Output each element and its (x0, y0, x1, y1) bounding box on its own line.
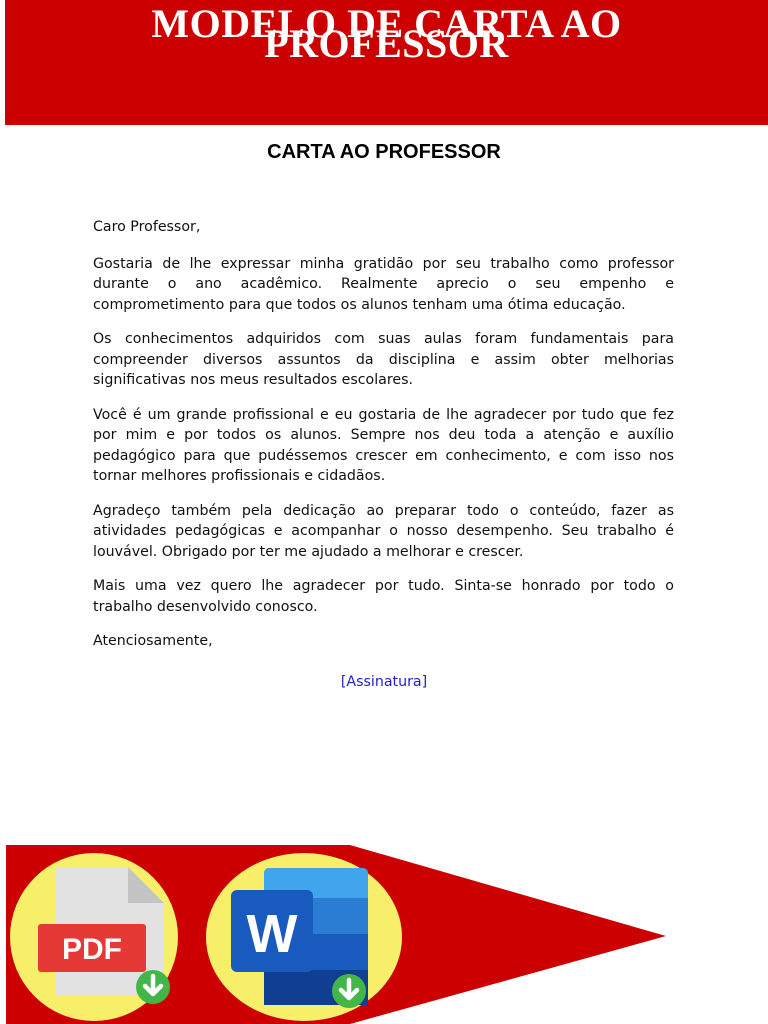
letter-paragraph: Os conhecimentos adquiridos com suas aulas foram fundamentais para compreender diversos assuntos da disciplina e assim obter melhorias significativas nos meus resultados escolares. (93, 331, 674, 388)
banner-title: MODELO DE CARTA AO PROFESSOR (151, 1, 622, 66)
letter-paragraph: Gostaria de lhe expressar minha gratidão por seu trabalho como professor durante o ano acadêmico. Realmente aprecio o seu empenho e comprometimento para que todos os alunos tenham uma ótima educação. (93, 255, 674, 313)
signature-placeholder: [Assinatura] (340, 674, 428, 690)
header-banner (5, 0, 768, 125)
download-arrow-icon (136, 970, 170, 1004)
word-file-icon (206, 853, 402, 1021)
download-arrow-icon (332, 974, 366, 1008)
letter-body (93, 217, 674, 666)
download-pdf-button[interactable] (10, 853, 178, 1021)
letter-paragraph: Mais uma vez quero lhe agradecer por tudo. Sinta-se honrado por todo o trabalho desenvolvido conosco. (93, 578, 674, 615)
pdf-file-icon (10, 853, 178, 1021)
word-label: W (246, 904, 298, 964)
letter-greeting: Caro Professor, (93, 219, 201, 235)
document-title: CARTA AO PROFESSOR (267, 141, 501, 163)
pdf-label: PDF (62, 933, 122, 966)
letter-closing: Atenciosamente, (93, 633, 213, 649)
letter-paragraph: Você é um grande profissional e eu gostaria de lhe agradecer por tudo que fez por mim e por todos os alunos. Sempre nos deu toda a atenção e auxílio pedagógico para que pudéssemos crescer em conhecimento, e com isso nos tornar melhores profissionais e cidadãos. (93, 406, 674, 484)
download-word-button[interactable] (206, 853, 402, 1021)
letter-paragraph: Agradeço também pela dedicação ao preparar todo o conteúdo, fazer as atividades pedagógicas e acompanhar o nosso desempenho. Seu trabalho é louvável. Obrigado por ter me ajudado a melhorar e crescer. (93, 502, 674, 560)
